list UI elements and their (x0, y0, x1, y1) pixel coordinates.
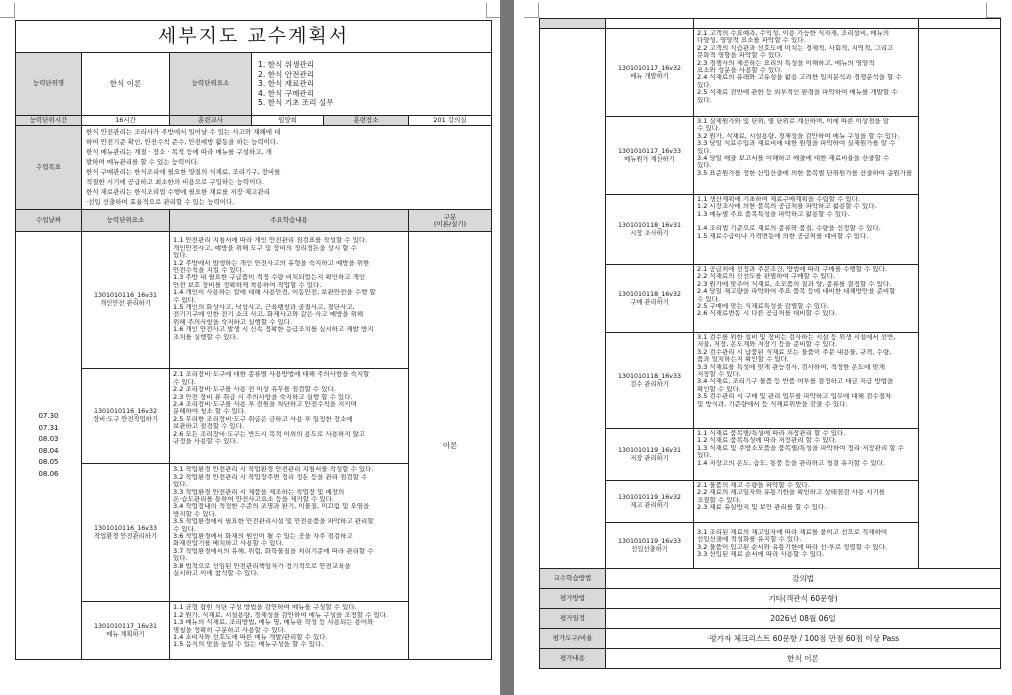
content-cell (170, 464, 409, 602)
objective-line: 한식 구매관리는 한식조리에 필요한 양질의 식재료, 조리기구, 장비를 (86, 168, 281, 177)
content-cell (170, 232, 409, 369)
element-cell (606, 523, 694, 569)
element-name: 작업환경 안전관리하기 (94, 532, 157, 540)
content-line: 방지할 수 있다. (173, 510, 217, 518)
content-line: 3.1 조리된 재료의 재고일자에 따라 재료를 붙이고 선으로 적재하여 (697, 529, 888, 536)
dates-cell (16, 232, 82, 660)
method-value: 강의법 (606, 569, 1001, 589)
content-line: 1.3 식재료 및 주방소모품을 품목별/특성을 파악하여 정리·저장관리 할 수 (697, 444, 904, 452)
element-name: 장비·도구 안전작업하기 (93, 416, 158, 424)
teacher-value: 임양희 (252, 116, 324, 126)
content-line: 1.4 개인이 사용하는 칼에 대해 사용안전, 이동안전, 보관안전을 수행 할 (173, 289, 376, 297)
content-line: 있다. (697, 162, 712, 170)
content-line: 다양성, 영양적 요소를 파악할 수 있다. (697, 37, 806, 45)
unit-element-label: 능력단위요소 (170, 53, 252, 116)
eval-criteria-value: ·평가자 체크리스트 60문항 / 100점 만점 60점 이상 Pass (606, 629, 1001, 649)
content-line: 3.2 검수관리 시 납품된 식재료 또는 물품이 주문 내용물, 규격, 수량, (697, 348, 892, 356)
element-code: 1301010118_16v32 (618, 290, 681, 298)
content-cell (694, 429, 919, 481)
unit-element-item: 5. 한식 기초 조리 실무 (258, 98, 334, 108)
content-line: 2.1 조리장비·도구에 대한 종류별 사용방법에 대해 주의사항을 숙지할 (173, 371, 370, 379)
content-line: 3.4 식재료, 조리기구 물품 등 반품 여부를 결정하고 대금 지급 방법을 (697, 378, 894, 386)
content-line: 있다. (697, 81, 712, 89)
content-line: 1.6 개인 안전사고 발생 시 신속 정확한 응급조치를 실시하고 재발 방지 (173, 326, 374, 334)
content-line: 3.1 실제원가와 및 단위, 별 단위로 계산하며, 이에 따른 이상점을 알 (697, 118, 890, 125)
content-line: 3.5 검수관리 시 구매 및 관리 업무를 파악하고 업무에 대해 검수절차 (697, 393, 892, 401)
content-line: 3.5 작업환경에서 필요한 안전관리시설 및 안전용품을 파악하고 관리할 (173, 518, 374, 526)
content-line: 수 있다. (173, 378, 196, 386)
element-cell (606, 333, 694, 429)
content-line: 1.3 주방 내 필요한 구급품이 적정 수량 비치되었는지 확인하고 개인 (173, 274, 366, 282)
element-code: 1301010116_16v31 (94, 292, 157, 300)
page-corner-mark (0, 3, 15, 18)
content-line: 보관하고 점검할 수 있다. (173, 423, 245, 431)
content-line: 1.1 균형 잡힌 식단 구성 방법을 감안하여 메뉴를 구성할 수 있다. (173, 604, 357, 612)
content-line: 2.2 고객의 식습관과 선호도에 미치는 경제적, 사회적, 지역적, 그리고 (697, 44, 894, 52)
content-line: 3.1 검수를 위한 설비 및 장비는 검사하는 시설 등 위생 시설에서 선반, (697, 334, 896, 341)
content-line: 안전 보호 장비를 정확하게 착용하여 작업할 수 있다. (173, 281, 322, 289)
element-name: 검수 관리하기 (630, 380, 669, 388)
content-header: 주요학습내용 (170, 210, 409, 232)
page-2 (514, 0, 1012, 695)
element-code: 1301010116_16v32 (94, 408, 157, 416)
unit-element-item: 4. 한식 구매관리 (258, 88, 315, 98)
content-line: 2.1 고객의 수요예측, 수익성, 이용 가능한 식자재, 조리설비, 메뉴의 (697, 30, 890, 37)
teacher-label: 훈련교사 (170, 116, 252, 126)
unit-element-item: 1. 한식 위생관리 (258, 60, 315, 70)
element-code: 1301010118_16v33 (618, 372, 681, 380)
element-cell (606, 29, 694, 117)
date-header: 수업날짜 (16, 210, 82, 232)
content-line: 조치를 실행할 수 있다. (173, 333, 238, 341)
lesson-plan-table-continued (539, 18, 1001, 669)
element-code: 1301010119_16v31 (618, 446, 681, 454)
content-line: 있다. (173, 555, 188, 563)
content-line: 문화적 영향을 파악할 수 있다. (697, 52, 783, 60)
content-line: 안전수칙을 지킬 수 있다. (173, 267, 245, 275)
content-cell (694, 117, 919, 195)
content-line: 있다. (697, 452, 712, 460)
eval-content-value: 한식 이론 (606, 649, 1001, 669)
element-code: 1301010117_16v33 (618, 147, 681, 155)
content-line: 2.4 당일 재고량을 파악하여 주요 품목 등에 대비한 대체방안을 준비할 (697, 288, 896, 296)
content-line: 2.5 식재료 전반에 관한 등 외부적인 환경을 파악하여 메뉴를 개발할 수 (697, 89, 898, 97)
content-line: 분해하여 청소 할 수 있다. (173, 408, 247, 416)
content-line: 화재진압기를 배치하고 사용할 수 있다. (173, 540, 284, 548)
date-item: 08.03 (38, 435, 59, 444)
content-line: 2.2 재료의 재고일자와 유통기한을 확인하고 상태점검 사용 시기를 (697, 489, 886, 497)
content-line: 3.1 작업환경 안전관리 시 작업환경 안전관리 지침서를 작성할 수 있다. (173, 466, 374, 474)
objective-line: 하여 안전기준 확인, 안전수칙 준수, 안전예방 활동을 하는 능력이다. (86, 138, 279, 147)
content-line: 3.4 작업장내의 적정한 수준의 조명과 환기, 이물질, 미끄럼 및 오염을 (173, 503, 370, 511)
content-line: 2.1 공급처에 선정과 주문조건, 방법에 따라 구매를 수행할 수 있다. (697, 266, 888, 273)
content-line: 2.3 재료 유실방지 및 보안 관리를 할 수 있다. (697, 504, 827, 512)
date-item: 07.30 (38, 412, 59, 421)
date-item: 07.31 (38, 423, 59, 432)
content-line: 1.5 음식의 맛을 높일 수 있는 메뉴구성을 할 수 있다. (173, 641, 324, 649)
content-cell (694, 29, 919, 117)
element-cell (606, 195, 694, 265)
objective-line: ·선입 선출하여 효율적으로 관리할 수 있는 능력이다. (86, 198, 235, 207)
page-corner-mark (486, 3, 500, 18)
content-line: 1.3 메뉴별 주요 품목특성을 파악하고 활용할 수 있다. (697, 210, 850, 218)
content-line: 1.1 식재료 품목별/특성에 따라 저장관리 할 수 있다. (697, 430, 846, 437)
date-item: 08.05 (38, 458, 59, 467)
unit-name-value: 한식 이론 (82, 53, 170, 116)
date-item: 08.04 (38, 446, 59, 455)
element-cell (82, 602, 170, 660)
content-line: 1.3 메뉴의 식재료, 조리방법, 메뉴 명, 메뉴판 작성 등 사용되는 용어와 (173, 619, 374, 627)
unit-name-label: 능력단위명 (16, 53, 82, 116)
content-line: 2.4 조리장비·도구를 사용 후 전원을 차단하고 안전수칙을 지키며 (173, 401, 357, 409)
content-line: 선입선출에 적성화를 유지할 수 있다. (697, 536, 802, 544)
element-cell (82, 464, 170, 602)
element-name: 저장 관리하기 (630, 454, 669, 462)
page-corner-mark (986, 3, 1001, 18)
unit-time-label: 능력단위시간 (16, 116, 82, 126)
content-line: 3.3 식재료를 특성에 맞게 관능검사, 검사하여, 적정한 온도에 맞게 (697, 363, 885, 371)
element-name: 개인안전 관리하기 (100, 300, 151, 308)
content-line: 2.3 경쟁사의 제공하는 요리의 특성을 이해하고, 메뉴의 영양적 (697, 59, 875, 67)
content-line: 수 있다. (173, 296, 196, 304)
element-cell (606, 481, 694, 523)
content-line: 3.2 원가, 식재료, 시설용량, 경제성을 감안하여 메뉴 구성을 할 수 있다. (697, 132, 900, 140)
content-line: 1.5 재료수급이나 가격변동에 의한 공급처를 대비할 수 있다. (697, 232, 869, 240)
content-line: 저장할 수 있다. (697, 371, 741, 379)
content-line: 3.6 작업환경에서 화재의 원인이 될 수 있는 곳을 자주 점검하고 (173, 533, 353, 541)
method-label: 교수학습방법 (540, 569, 606, 589)
content-line: 1.1 안전관리 지침서에 따라 개인 안전관리 점검표를 작성할 수 있다. (173, 237, 368, 245)
element-name: 시장 조사하기 (630, 229, 669, 237)
division-sub-label: (이론/실기) (433, 219, 467, 228)
page-corner-mark (524, 3, 539, 18)
content-line: 3.7 작업환경에서의 유해, 위험, 화학물질을 처리기준에 따라 관리할 수 (173, 547, 374, 555)
objective-line: 한식 재료관리는 한식조리업 수행에 필요한 재료를 저장·재고관리 (86, 188, 270, 197)
content-cell (170, 602, 409, 660)
content-line: 있다. (173, 481, 188, 489)
element-cell (606, 265, 694, 333)
content-line: 있다. (697, 147, 712, 155)
element-code: 1301010119_16v33 (618, 537, 681, 545)
content-line: 3.4 당일 매출 보고서를 이해하고 매출에 대한 재료비율을 산출할 수 (697, 155, 890, 163)
objective-text (82, 126, 492, 210)
content-line: 2.5 무리한 조리장비·도구 취급은 금하고 사용 후 일정한 장소에 (173, 415, 353, 423)
page-1 (0, 0, 500, 695)
content-line: 3.2 물품이 입고된 순서와 유통기한에 따라 선·후로 정렬할 수 있다. (697, 543, 888, 551)
page-gap (500, 0, 514, 695)
unit-element-item: 2. 한식 안전관리 (258, 69, 315, 79)
content-line: 3.5 표준원가를 정한 산입산출에 의한 품목별 단위원가를 산출하여 총원가를 (697, 169, 913, 177)
unit-element-item: 3. 한식 재료관리 (258, 79, 315, 89)
content-line: 2.2 조리장비·도구를 사용 전 이상 유무를 점검할 수 있다. (173, 386, 336, 394)
content-cell (694, 265, 919, 333)
content-line: 수 있다. (697, 125, 720, 133)
element-code: 1301010118_16v31 (618, 221, 681, 229)
division-value: 이론 (409, 232, 492, 660)
element-cell (82, 232, 170, 369)
content-cell (694, 195, 919, 265)
content-line: 3.3 당일 식료수입과 재료비에 대한 원형을 파악하여 실제원가를 알 수 (697, 140, 896, 148)
date-item: 08.06 (38, 469, 59, 478)
content-line: 위해 주의사항을 숙지하고 실행할 수 있다. (173, 318, 293, 326)
element-name: 재고 관리하기 (630, 501, 669, 509)
objective-line: 적절한 시기에 공급하고 최소한의 비용으로 구입하는 능력이다. (86, 178, 264, 187)
element-code: 1301010117_16v31 (94, 622, 157, 630)
content-line: 1.2 원가, 식재료, 시설용량, 경제성을 감안하여 메뉴 구성을 조정할 수 있다. (173, 611, 389, 619)
content-line: 2.5 구매에 맞는 식재료특성을 감별할 수 있다. (697, 303, 829, 311)
element-cell (606, 117, 694, 195)
content-line: 전기기구에 인한 전기 쇼크 사고, 화재사고와 같은 사고 예방을 위해 (173, 311, 364, 319)
content-line: 1.4 저장고의 온도, 습도, 통풍 등을 관리하고 청결 유지할 수 있다. (697, 459, 885, 467)
element-cell (82, 369, 170, 464)
eval-method-value: 기타(객관식 60문항) (606, 589, 1001, 609)
place-label: 훈련장소 (324, 116, 409, 126)
content-line: 확인할 수 있다. (697, 385, 741, 393)
document-title: 세부지도 교수계획서 (16, 21, 492, 53)
element-name: 선입선출하기 (631, 545, 668, 553)
unit-element-header: 능력단위요소 (82, 210, 170, 232)
unit-element-list (252, 53, 492, 116)
element-code: 1301010116_16v33 (94, 524, 157, 532)
content-line: 있다. (697, 96, 712, 104)
content-line: 품과 일치하는지 확인할 수 있다. (697, 356, 789, 364)
objective-label: 수업목표 (16, 126, 82, 210)
content-line: 1.2 시장조사에 의한 품목의 공급처를 파악하고 활용할 수 있다. (697, 203, 877, 211)
content-line: 2.6 식재료변동 시 다른 공급처를 대비할 수 있다. (697, 310, 837, 318)
content-cell (694, 333, 919, 429)
content-line: 및 방식과, 기준량에서 등 식재료위반을 갖출 수 있다. (697, 400, 848, 408)
content-cell (694, 481, 919, 523)
division-label: 구분 (443, 212, 457, 221)
element-cell (606, 429, 694, 481)
element-name: 구매 관리하기 (630, 298, 669, 306)
content-line: 1.5 개인의 화상사고, 낙상사고, 근육팽창과 골절사고, 절단사고, (173, 304, 355, 312)
date-blank-cell (540, 29, 606, 569)
objective-line: 한식 안전관리는 조리사가 주방에서 일어날 수 있는 사고와 재해에 대 (86, 128, 281, 137)
content-line: 1.4 소비자와 선호도에 따른 메뉴 개발/관리할 수 있다. (173, 634, 328, 642)
content-line: 개인안전사고, 예방을 위해 도구 및 장비의 정리정돈을 상시 할 수 (173, 244, 357, 252)
lesson-plan-table (15, 20, 492, 660)
content-line: 1.4 조리법 기준으로 재료의 종류와 품질, 수량을 선정할 수 있다. (697, 225, 881, 233)
eval-method-label: 평가방법 (540, 589, 606, 609)
content-line: 2.3 안전 장비 류 취급 시 주의사항을 숙지하고 실행 할 수 있다. (173, 393, 353, 401)
content-line: 조절할 수 있다. (697, 496, 741, 504)
content-line: 수 있다. (173, 525, 196, 533)
element-name: 메뉴 개발하기 (630, 72, 669, 80)
content-cell (170, 369, 409, 464)
content-line: 실시하고 이에 참석할 수 있다. (173, 570, 259, 578)
division-blank-cell (919, 29, 1001, 569)
element-name: 메뉴원가 계산하기 (624, 155, 675, 163)
division-header (409, 210, 492, 232)
eval-date-label: 평가일정 (540, 609, 606, 629)
content-spacer (697, 218, 915, 225)
content-line: 규정을 사용할 수 있다. (173, 438, 238, 446)
unit-time-value: 16시간 (82, 116, 170, 126)
place-value: 201 강의실 (409, 116, 492, 126)
content-line: 3.3 선입된 재료 순서에 따라 사용할 수 있다. (697, 551, 825, 559)
content-line: 저울, 저장, 온도계와 저장기 등을 준비할 수 있다. (697, 341, 837, 349)
content-line: 요소와 성분을 사용할 수 있다. (697, 67, 783, 75)
content-line: 3.2 작업환경 안전관리 시 작업장주변 정리 정돈 등을 관리 점검할 수 (173, 473, 368, 481)
content-line: 온·습도관리를 통하여 안전사고요소 등을 제거할 수 있다. (173, 496, 334, 504)
content-line: 1.1 생산계획에 기초하여 재료구매계획을 수립할 수 있다. (697, 196, 860, 203)
objective-line: 발하며 메뉴관리를 할 수 있는 능력이다. (86, 158, 199, 167)
content-line: 2.6 모든 조리장비·도구는 반드시 목적 이외의 용도로 사용하지 않고 (173, 430, 366, 438)
content-line: 수 있다. (697, 295, 720, 303)
content-line: 1.2 주방에서 발생하는 개인 안전사고의 유형을 숙지하고 예방을 위한 (173, 259, 370, 267)
eval-date-value: 2026년 08월 06일 (606, 609, 1001, 629)
element-name: 메뉴 계획하기 (106, 630, 145, 638)
content-line: 3.8 법적으로 선임된 안전관리책임자가 정기적으로 안전교육을 (173, 562, 351, 570)
objective-line: 한식 메뉴관리는 계절 · 장소 · 목적 등에 따라 메뉴를 구성하고, 개 (86, 148, 272, 157)
content-line: 2.2 식재료의 신선도를 판별하여 구매할 수 있다. (697, 273, 835, 281)
content-cell (694, 523, 919, 569)
eval-criteria-label: 평가도구/비율 (540, 629, 606, 649)
content-line: 3.3 작업환경 안전관리 시 제품을 제조하는 작업장 및 매장의 (173, 488, 345, 496)
element-code: 1301010117_16v32 (618, 64, 681, 72)
content-line: 2.4 식재료의 유래와 고유성을 활용 고려한 입지분석과 경쟁분석을 할 수 (697, 74, 902, 82)
element-code: 1301010119_16v32 (618, 493, 681, 501)
eval-content-label: 평가내용 (540, 649, 606, 669)
content-line: 2.3 원가에 맞추어 식재료, 소모품의 질과 양, 종류를 결정할 수 있다. (697, 280, 892, 288)
content-line: 명칭을 정확히 구분하고 사용할 수 있다. (173, 626, 286, 634)
content-line: 2.1 물품의 재고 수량을 파악할 수 있다. (697, 482, 810, 489)
content-line: 1.2 식재료 품목특성에 따라 저장관리 할 수 있다. (697, 437, 837, 445)
content-line: 있다. (173, 252, 188, 260)
